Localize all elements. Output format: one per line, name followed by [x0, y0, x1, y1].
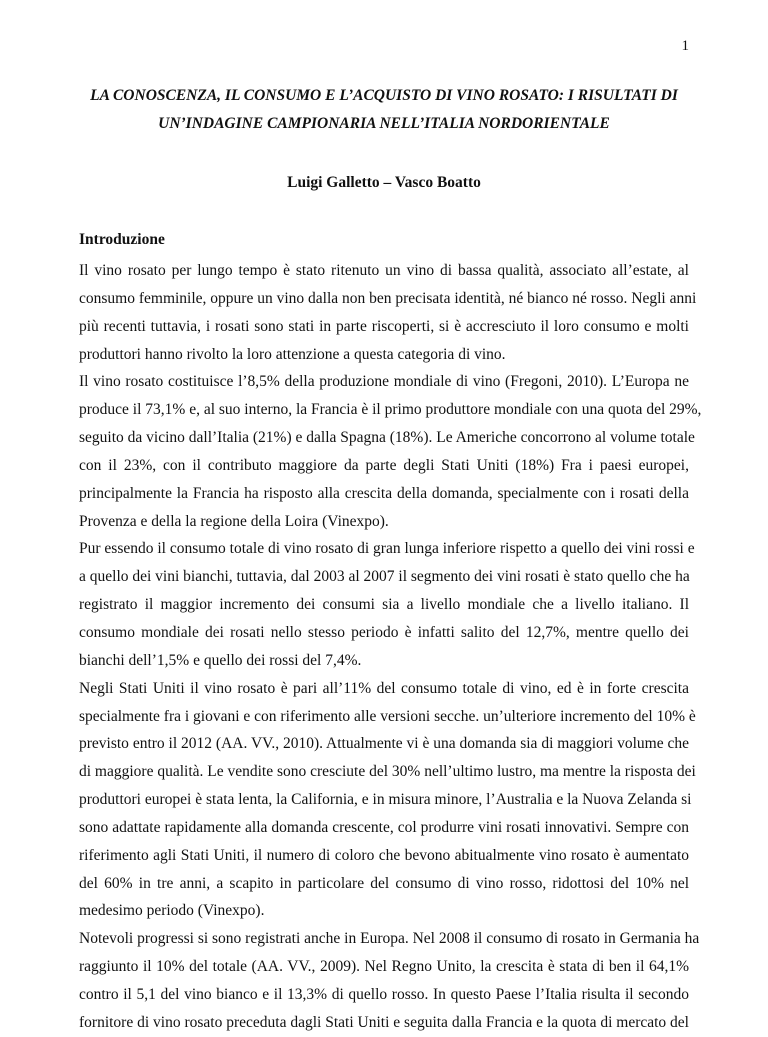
body-text	[79, 257, 702, 1037]
text-line: previsto entro il 2012 (AA. VV., 2010). Attualmente vi è una domanda sia di maggiori volume che	[79, 735, 689, 753]
text-line: Provenza e della la regione della Loira (Vinexpo).	[79, 512, 389, 530]
text-line: sono adattate rapidamente alla domanda crescente, col produrre vini rosati innovativi. Sempre con	[79, 818, 689, 836]
title-line: LA CONOSCENZA, IL CONSUMO E L’ACQUISTO DI VINO ROSATO: I RISULTATI DI	[90, 87, 678, 104]
text-line: specialmente fra i giovani e con riferimento alle versioni secche. un’ulteriore incremento del 10% è	[79, 707, 696, 725]
text-line: Notevoli progressi si sono registrati anche in Europa. Nel 2008 il consumo di rosato in Germania ha	[79, 930, 700, 948]
authors: Luigi Galletto – Vasco Boatto	[287, 174, 481, 191]
text-line: medesimo periodo (Vinexpo).	[79, 902, 265, 920]
text-line: fornitore di vino rosato preceduta dagli Stati Uniti e seguita dalla Francia e la quota di mercato del	[79, 1013, 689, 1031]
paragraph	[79, 675, 696, 926]
text-line: più recenti tuttavia, i rosati sono stati in parte riscoperti, si è accresciuto il loro consumo e molti	[79, 317, 689, 335]
section-heading: Introduzione	[79, 231, 165, 248]
text-line: a quello dei vini bianchi, tuttavia, dal 2003 al 2007 il segmento dei vini rosati è stato quello che ha	[79, 568, 690, 586]
text-line: del 60% in tre anni, a scapito in particolare del consumo di vino rosso, ridottosi del 10% nel	[79, 874, 689, 892]
text-line: Pur essendo il consumo totale di vino rosato di gran lunga inferiore rispetto a quello dei vini rossi e	[79, 540, 695, 558]
text-line: raggiunto il 10% del totale (AA. VV., 2009). Nel Regno Unito, la crescita è stata di ben il 64,1%	[79, 958, 689, 976]
text-line: riferimento agli Stati Uniti, il numero di coloro che bevono abitualmente vino rosato è aumentato	[79, 846, 689, 864]
text-line: consumo mondiale dei rosati nello stesso periodo è infatti salito del 12,7%, mentre quello dei	[79, 623, 689, 641]
text-line: produttori europei è stata lenta, la California, e in misura minore, l’Australia e la Nuova Zelanda si	[79, 791, 692, 809]
text-line: con il 23%, con il contributo maggiore da parte degli Stati Uniti (18%) Fra i paesi europei,	[79, 456, 689, 474]
text-line: Il vino rosato costituisce l’8,5% della produzione mondiale di vino (Fregoni, 2010). L’Europa ne	[79, 373, 689, 391]
paragraph	[79, 368, 702, 535]
title-line: UN’INDAGINE CAMPIONARIA NELL’ITALIA NORDORIENTALE	[158, 115, 610, 132]
paragraph	[79, 535, 695, 674]
paragraph	[79, 257, 697, 368]
text-line: principalmente la Francia ha risposto alla crescita della domanda, specialmente con i rosati della	[79, 484, 689, 502]
text-line: Negli Stati Uniti il vino rosato è pari all’11% del consumo totale di vino, ed è in forte crescita	[79, 679, 689, 697]
paragraph	[79, 925, 700, 1036]
text-line: seguito da vicino dall’Italia (21%) e dalla Spagna (18%). Le Americhe concorrono al volume totale	[79, 429, 695, 447]
text-line: consumo femminile, oppure un vino dalla non ben precisata identità, né bianco né rosso. Negli anni	[79, 289, 697, 307]
text-line: registrato il maggior incremento dei consumi sia a livello mondiale che a livello italiano. Il	[79, 596, 689, 614]
text-line: di maggiore qualità. Le vendite sono cresciute del 30% nell’ultimo lustro, ma mentre la risposta dei	[79, 763, 696, 781]
text-line: produce il 73,1% e, al suo interno, la Francia è il primo produttore mondiale con una quota del 29%,	[79, 401, 702, 419]
page-number: 1	[681, 38, 689, 54]
text-line: Il vino rosato per lungo tempo è stato ritenuto un vino di bassa qualità, associato all’estate, al	[79, 262, 689, 279]
text-line: contro il 5,1 del vino bianco e il 13,3% di quello rosso. In questo Paese l’Italia risulta il secondo	[79, 985, 689, 1003]
text-line: produttori hanno rivolto la loro attenzione a questa categoria di vino.	[79, 345, 506, 363]
paper-title	[40, 82, 728, 138]
text-line: bianchi dell’1,5% e quello dei rossi del 7,4%.	[79, 651, 362, 669]
